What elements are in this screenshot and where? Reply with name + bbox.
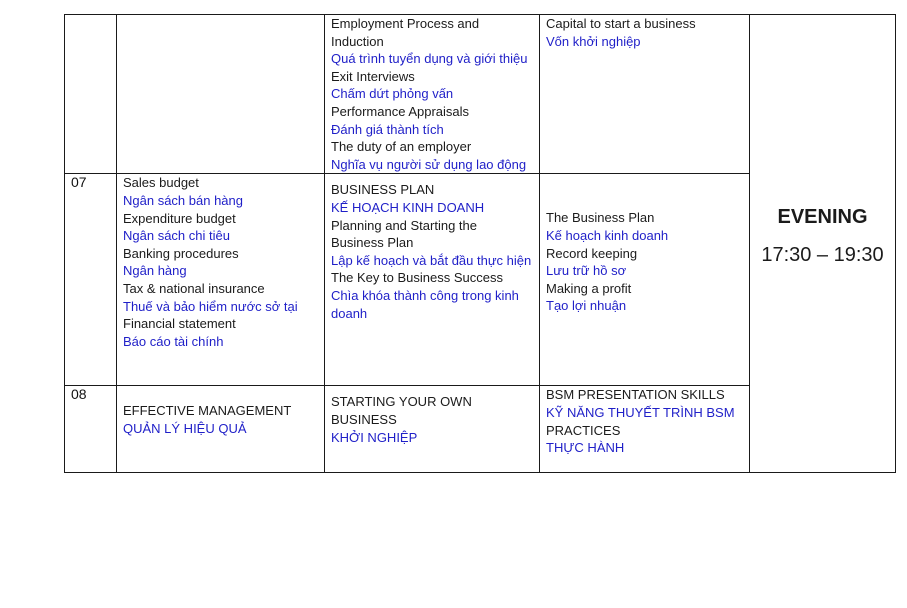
time-slot-cell <box>750 15 896 473</box>
topic-en: Banking procedures <box>123 245 239 261</box>
topic-vi: Đánh giá thành tích <box>331 121 444 137</box>
topic-vi: Tạo lợi nhuận <box>546 298 627 314</box>
topic-en: The Business Plan <box>546 210 655 226</box>
topic-vi: Ngân hàng <box>123 263 187 279</box>
topic-en: BUSINESS PLAN <box>331 182 435 198</box>
topic-en: Exit Interviews <box>331 68 415 84</box>
topic-en: PRACTICES <box>546 422 621 438</box>
topic-en: Sales budget <box>123 175 199 191</box>
topic-vi: Quá trình tuyển dụng và giới thiệu <box>331 51 528 67</box>
day-cell: 08 <box>65 386 117 473</box>
topic-en: Record keeping <box>546 245 638 261</box>
topic-en: EFFECTIVE MANAGEMENT <box>123 403 292 419</box>
topic-en: Tax & national insurance <box>123 280 265 296</box>
topic-en: STARTING YOUR OWN BUSINESS <box>331 394 472 427</box>
topic-cell-c <box>540 386 750 473</box>
topic-vi: Lập kế hoạch và bắt đầu thực hiện <box>331 252 532 268</box>
topic-cell-b <box>325 174 540 386</box>
topic-vi: Lưu trữ hồ sơ <box>546 263 627 279</box>
topic-en: The duty of an employer <box>331 139 472 155</box>
topic-vi: KẾ HOẠCH KINH DOANH <box>331 199 485 215</box>
topic-vi: Nghĩa vụ người sử dụng lao động <box>331 156 527 172</box>
time-slot-hours: 17:30 – 19:30 <box>761 243 884 266</box>
topic-cell-b <box>325 386 540 473</box>
time-slot-label: EVENING <box>777 205 868 228</box>
topic-en: Employment Process and Induction <box>331 16 480 49</box>
topic-vi: Kế hoạch kinh doanh <box>546 227 669 243</box>
topic-en: Making a profit <box>546 280 632 296</box>
topic-cell-a <box>117 174 325 386</box>
topic-vi: KHỞI NGHIỆP <box>331 429 418 445</box>
topic-en: Expenditure budget <box>123 210 236 226</box>
topic-vi: KỸ NĂNG THUYẾT TRÌNH BSM <box>546 404 735 420</box>
topic-en: BSM PRESENTATION SKILLS <box>546 387 725 403</box>
topic-cell-b <box>325 15 540 174</box>
topic-vi: Báo cáo tài chính <box>123 333 224 349</box>
topic-vi: Vốn khởi nghiệp <box>546 33 641 49</box>
topic-vi: Thuế và bảo hiểm nước sở tại <box>123 298 298 314</box>
topic-en: Performance Appraisals <box>331 103 470 119</box>
topic-en: Planning and Starting the Business Plan <box>331 217 477 251</box>
topic-en: Capital to start a business <box>546 16 696 31</box>
day-cell: 07 <box>65 174 117 386</box>
topic-vi: QUẢN LÝ HIỆU QUẢ <box>123 420 247 436</box>
topic-en: Financial statement <box>123 316 236 332</box>
topic-vi: Ngân sách chi tiêu <box>123 228 230 244</box>
topic-vi: Chấm dứt phỏng vấn <box>331 86 454 102</box>
topic-cell-c <box>540 174 750 386</box>
topic-cell-a <box>117 386 325 473</box>
day-cell <box>65 15 117 174</box>
topic-cell-a <box>117 15 325 174</box>
topic-vi: THỰC HÀNH <box>546 440 625 456</box>
topic-cell-c <box>540 15 750 174</box>
schedule-row-continued <box>65 15 896 174</box>
topic-vi: Chìa khóa thành công trong kinh doanh <box>331 287 519 321</box>
schedule-table <box>64 14 896 473</box>
topic-en: The Key to Business Success <box>331 270 503 286</box>
topic-vi: Ngân sách bán hàng <box>123 192 243 208</box>
